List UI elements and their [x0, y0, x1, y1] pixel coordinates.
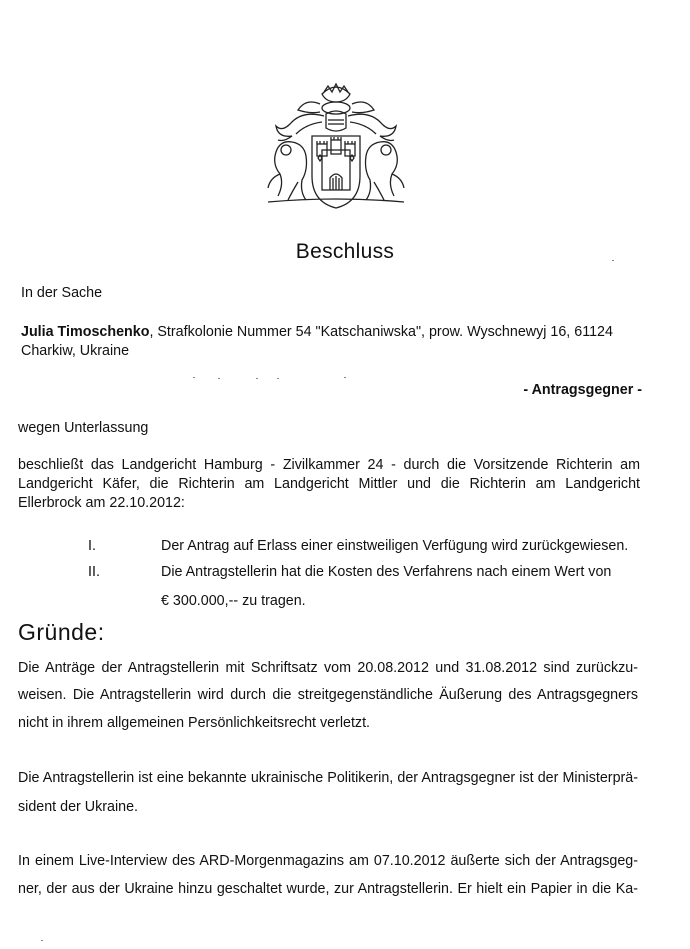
reasons-p2-line-2: sident der Ukraine. [18, 799, 138, 815]
decision-intro-line-1: beschließt das Landgericht Hamburg - Zivilkammer 24 - durch die Vorsitzende Richterin am [18, 457, 640, 473]
decision-intro-line-2: Landgericht Käfer, die Richterin am Landgericht Mittler und die Richterin am Landgericht [18, 476, 640, 492]
hamburg-coat-of-arms-seal [262, 80, 410, 210]
scan-speck [41, 940, 43, 941]
reasons-p2-line-1: Die Antragstellerin ist eine bekannte ukrainische Politikerin, der Antragsgegner ist der Ministerprä- [18, 770, 638, 786]
scan-speck [344, 377, 346, 378]
subject-line: wegen Unterlassung [18, 420, 149, 436]
reasons-heading: Gründe: [18, 619, 105, 645]
scan-speck [193, 377, 195, 378]
ruling-text: Die Antragstellerin hat die Kosten des Verfahrens nach einem Wert von [161, 564, 612, 580]
decision-intro-line-3: Ellerbrock am 22.10.2012: [18, 495, 185, 511]
ruling-text: € 300.000,-- zu tragen. [161, 593, 306, 609]
scan-speck [218, 378, 220, 379]
ruling-numeral: I. [88, 538, 96, 554]
reasons-p3-line-2: ner, der aus der Ukraine hinzu geschaltet wurde, zur Antragstellerin. Er hielt ein Papier in die Ka- [18, 881, 638, 897]
ruling-text: Der Antrag auf Erlass einer einstweiligen Verfügung wird zurückgewiesen. [161, 538, 629, 554]
reasons-p1-line-2: weisen. Die Antragstellerin wird durch die streitgegenständliche Äußerung des Antragsgegners [18, 687, 638, 703]
scan-speck [612, 260, 614, 261]
party-address-text: , Strafkolonie Nummer 54 "Katschaniwska", prow. Wyschnewyj 16, 61124 [149, 324, 613, 340]
party-address-line-2: Charkiw, Ukraine [21, 343, 130, 359]
reasons-p1-line-3: nicht in ihrem allgemeinen Persönlichkeitsrecht verletzt. [18, 715, 371, 731]
document-title: Beschluss [295, 240, 395, 263]
ruling-numeral: II. [88, 564, 100, 580]
party-address-line-1 [21, 323, 613, 342]
role-label: - Antragsgegner - [523, 382, 642, 398]
scan-speck [277, 378, 279, 379]
reasons-p3-line-1: In einem Live-Interview des ARD-Morgenmagazins am 07.10.2012 äußerte sich der Antragsgeg- [18, 853, 638, 869]
reasons-p1-line-1: Die Anträge der Antragstellerin mit Schriftsatz vom 20.08.2012 und 31.08.2012 sind zurückzu- [18, 660, 638, 676]
case-intro: In der Sache [21, 285, 103, 301]
party-name: Julia Timoschenko [21, 324, 150, 340]
scan-speck [256, 378, 258, 379]
